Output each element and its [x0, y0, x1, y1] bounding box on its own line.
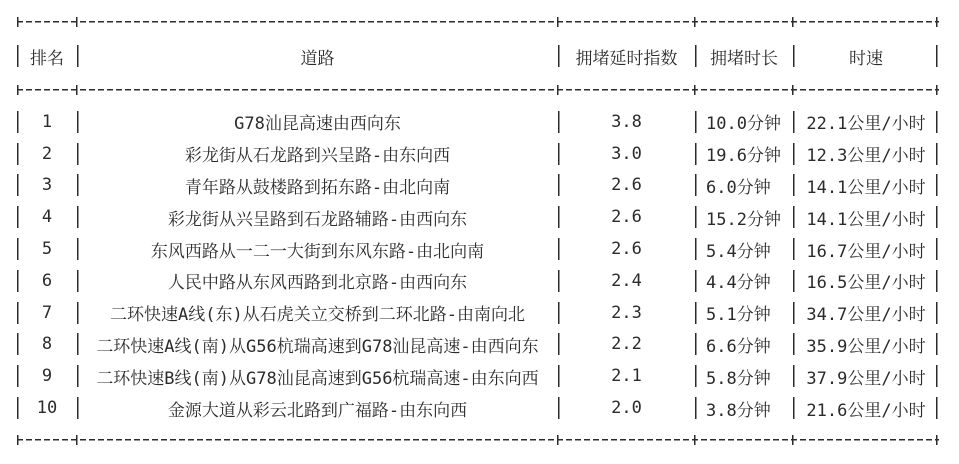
table-row [17, 360, 939, 392]
cell-duration: 5.8分钟 [695, 360, 793, 392]
cell-duration: 6.0分钟 [695, 170, 793, 202]
table-header-separator [17, 74, 939, 106]
table-row [17, 138, 939, 170]
cell-duration: 15.2分钟 [695, 201, 793, 233]
cell-duration: 5.4分钟 [695, 233, 793, 265]
cell-rank: 5 [17, 233, 77, 265]
cell-index: 3.0 [558, 138, 695, 170]
col-header-road: 道路 [77, 38, 558, 74]
cell-road: 二环快速A线(东)从石虎关立交桥到二环北路-由南向北 [77, 297, 558, 329]
cell-index: 2.6 [558, 170, 695, 202]
cell-road: G78汕昆高速由西向东 [77, 106, 558, 138]
cell-index: 2.6 [558, 201, 695, 233]
border-line [17, 74, 939, 106]
cell-speed: 14.1公里/小时 [793, 201, 939, 233]
cell-road: 彩龙街从兴呈路到石龙路辅路-由西向东 [77, 201, 558, 233]
cell-index: 2.3 [558, 297, 695, 329]
cell-duration: 4.4分钟 [695, 265, 793, 297]
table-top-border [17, 6, 939, 38]
cell-rank: 8 [17, 329, 77, 361]
cell-road: 东风西路从一二一大街到东风东路-由北向南 [77, 233, 558, 265]
table-header-row [17, 38, 939, 74]
cell-speed: 16.7公里/小时 [793, 233, 939, 265]
table-row [17, 106, 939, 138]
cell-speed: 34.7公里/小时 [793, 297, 939, 329]
cell-index: 2.0 [558, 392, 695, 424]
table-row [17, 297, 939, 329]
cell-rank: 10 [17, 392, 77, 424]
cell-duration: 10.0分钟 [695, 106, 793, 138]
col-header-index: 拥堵延时指数 [558, 38, 695, 74]
cell-rank: 9 [17, 360, 77, 392]
cell-rank: 1 [17, 106, 77, 138]
cell-road: 二环快速B线(南)从G78汕昆高速到G56杭瑞高速-由东向西 [77, 360, 558, 392]
border-line [17, 6, 939, 38]
cell-speed: 16.5公里/小时 [793, 265, 939, 297]
cell-speed: 12.3公里/小时 [793, 138, 939, 170]
cell-speed: 14.1公里/小时 [793, 170, 939, 202]
cell-speed: 21.6公里/小时 [793, 392, 939, 424]
cell-duration: 3.8分钟 [695, 392, 793, 424]
cell-speed: 35.9公里/小时 [793, 329, 939, 361]
cell-index: 2.4 [558, 265, 695, 297]
col-header-rank: 排名 [17, 38, 77, 74]
cell-road: 青年路从鼓楼路到拓东路-由北向南 [77, 170, 558, 202]
table-row [17, 170, 939, 202]
cell-road: 金源大道从彩云北路到广福路-由东向西 [77, 392, 558, 424]
border-line [17, 424, 939, 456]
cell-rank: 6 [17, 265, 77, 297]
cell-duration: 5.1分钟 [695, 297, 793, 329]
cell-rank: 4 [17, 201, 77, 233]
table-row [17, 265, 939, 297]
cell-index: 3.8 [558, 106, 695, 138]
table-row [17, 392, 939, 424]
col-header-duration: 拥堵时长 [695, 38, 793, 74]
cell-index: 2.6 [558, 233, 695, 265]
cell-speed: 22.1公里/小时 [793, 106, 939, 138]
col-header-speed: 时速 [793, 38, 939, 74]
cell-rank: 7 [17, 297, 77, 329]
cell-speed: 37.9公里/小时 [793, 360, 939, 392]
cell-duration: 19.6分钟 [695, 138, 793, 170]
cell-road: 二环快速A线(南)从G56杭瑞高速到G78汕昆高速-由西向东 [77, 329, 558, 361]
cell-index: 2.2 [558, 329, 695, 361]
cell-rank: 2 [17, 138, 77, 170]
cell-duration: 6.6分钟 [695, 329, 793, 361]
table-row [17, 201, 939, 233]
cell-rank: 3 [17, 170, 77, 202]
table-row [17, 329, 939, 361]
cell-index: 2.1 [558, 360, 695, 392]
cell-road: 彩龙街从石龙路到兴呈路-由东向西 [77, 138, 558, 170]
congestion-ranking-table [17, 6, 939, 456]
table-row [17, 233, 939, 265]
table-bottom-border [17, 424, 939, 456]
cell-road: 人民中路从东风西路到北京路-由西向东 [77, 265, 558, 297]
